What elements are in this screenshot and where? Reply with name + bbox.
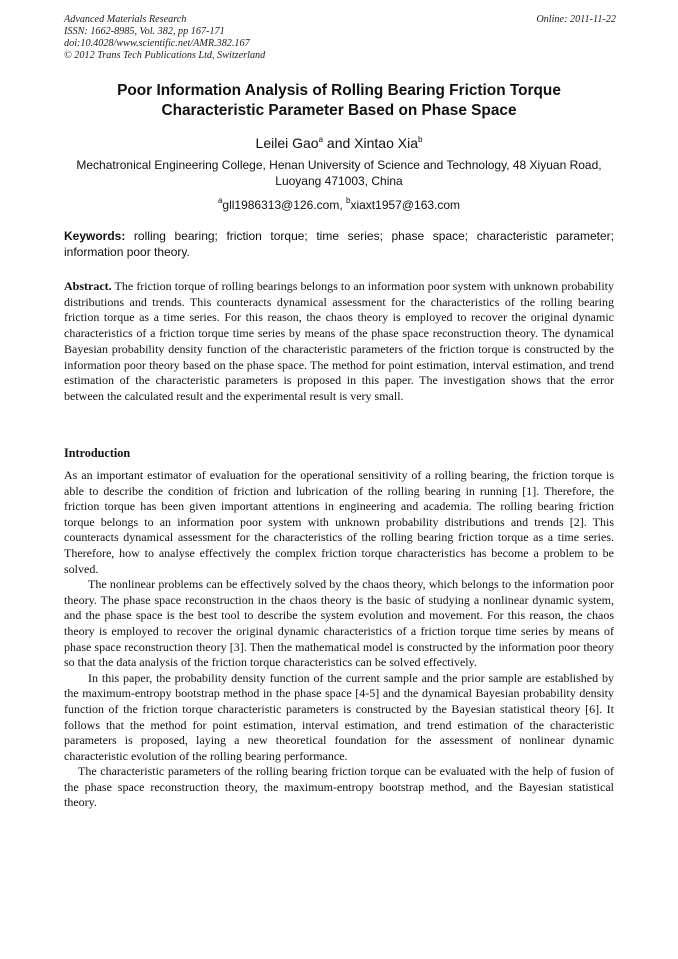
- email-mark: a: [217, 196, 223, 205]
- keywords-text: rolling bearing; friction torque; time series; phase space; characteristic parameter; information poor theory.: [64, 229, 618, 259]
- abstract-block: [64, 279, 617, 405]
- online-date: Online: 2011-11-22: [536, 14, 616, 25]
- email-mark: b: [346, 196, 351, 205]
- section-heading: Introduction: [64, 446, 131, 460]
- title-line-2: Characteristic Parameter Based on Phase Space: [161, 102, 517, 119]
- doi-line: doi:10.4028/www.scientific.net/AMR.382.167: [64, 38, 250, 49]
- author-affil-mark: a: [318, 135, 324, 144]
- paragraph: The characteristic parameters of the rolling bearing friction torque can be evaluated with the help of fusion of the phase space reconstruction theory, the maximum-entropy bootstrap method, and the Bayesian statistical theory.: [64, 764, 614, 810]
- paragraph: In this paper, the probability density function of the current sample and the prior sample are established by the maximum-entropy bootstrap method in the phase space [4-5] and the dynamical Bayesian probability density function of the friction torque characteristic parameters is constructed by the Bayesian statistical theory [6]. It follows that the method for point estimation, interval estimation, and trend estimation of the characteristic parameters is proposed, laying a new theoretical foundation for the assessment of nonlinear dynamic characteristic evolution of the rolling bearing performance.: [64, 670, 614, 763]
- author-affil-mark: b: [418, 135, 423, 144]
- title-line-1: Poor Information Analysis of Rolling Bearing Friction Torque: [117, 82, 561, 99]
- paper-title: [64, 81, 614, 121]
- author-name: Xintao Xia: [354, 135, 418, 151]
- copyright-line: © 2012 Trans Tech Publications Ltd, Switzerland: [64, 50, 266, 61]
- affiliation: [64, 157, 614, 189]
- journal-header: [64, 14, 616, 62]
- abstract-label: Abstract.: [64, 279, 112, 293]
- email-link[interactable]: xiaxt1957@163.com: [350, 198, 461, 212]
- author-name: Leilei Gao: [255, 135, 319, 151]
- issn-line: ISSN: 1662-8985, Vol. 382, pp 167-171: [64, 26, 225, 37]
- paragraph: The nonlinear problems can be effectively solved by the chaos theory, which belongs to the information poor theory. The phase space reconstruction in the chaos theory is the basic of studying a nonlinear dynamic system, and the phase space is the best tool to describe the system evolution and movement. For this reason, the chaos theory is employed to recover the original dynamic characteristics of a friction torque time series by means of phase space reconstruction theory [3]. Then the mathematical model is constructed by the information poor theory so that the data analysis of the friction torque characteristics can be solved effectively.: [64, 577, 614, 670]
- affiliation-line-1: Mechatronical Engineering College, Henan University of Science and Technology, 48 Xiyuan Road,: [76, 158, 602, 172]
- author-list: [64, 131, 614, 152]
- journal-name: Advanced Materials Research: [64, 14, 187, 25]
- author-conjunction: and: [323, 135, 355, 151]
- abstract-text: The friction torque of rolling bearings belongs to an information poor system with unknown probability distributions and trends. This counteracts dynamical assessment for the characteristics of the rolling bearing friction torque as a time series. For this reason, the chaos theory is employed to recover the original dynamic characteristics of a friction torque time series by means of the phase space reconstruction theory. The dynamical Bayesian probability density function of the characteristic parameters of the friction torque is constructed by the information poor theory based on the phase space. The method for point estimation, interval estimation, and trend estimation of the characteristic parameters is proposed in this paper. The investigation shows that the error between the calculated result and the experimental result is very small.: [64, 279, 617, 403]
- keywords-block: [64, 228, 618, 260]
- email-link[interactable]: gll1986313@126.com,: [222, 198, 343, 212]
- author-emails: [64, 194, 614, 212]
- paragraph: As an important estimator of evaluation for the operational sensitivity of a rolling bearing, the friction torque is able to describe the condition of friction and lubrication of the rolling bearing in running [1]. Therefore, the friction torque has been given important attentions in engineering and academia. The rolling bearing friction torque belongs to an information poor system with unknown probability distributions and trends [2]. This counteracts dynamical assessment for the characteristics of the rolling bearing friction torque as a time series. Therefore, how to analyse effectively the complex friction torque characteristics has become a problem to be solved.: [64, 468, 614, 576]
- affiliation-line-2: Luoyang 471003, China: [275, 174, 403, 188]
- keywords-label: Keywords:: [64, 229, 126, 243]
- introduction-body: [64, 468, 614, 811]
